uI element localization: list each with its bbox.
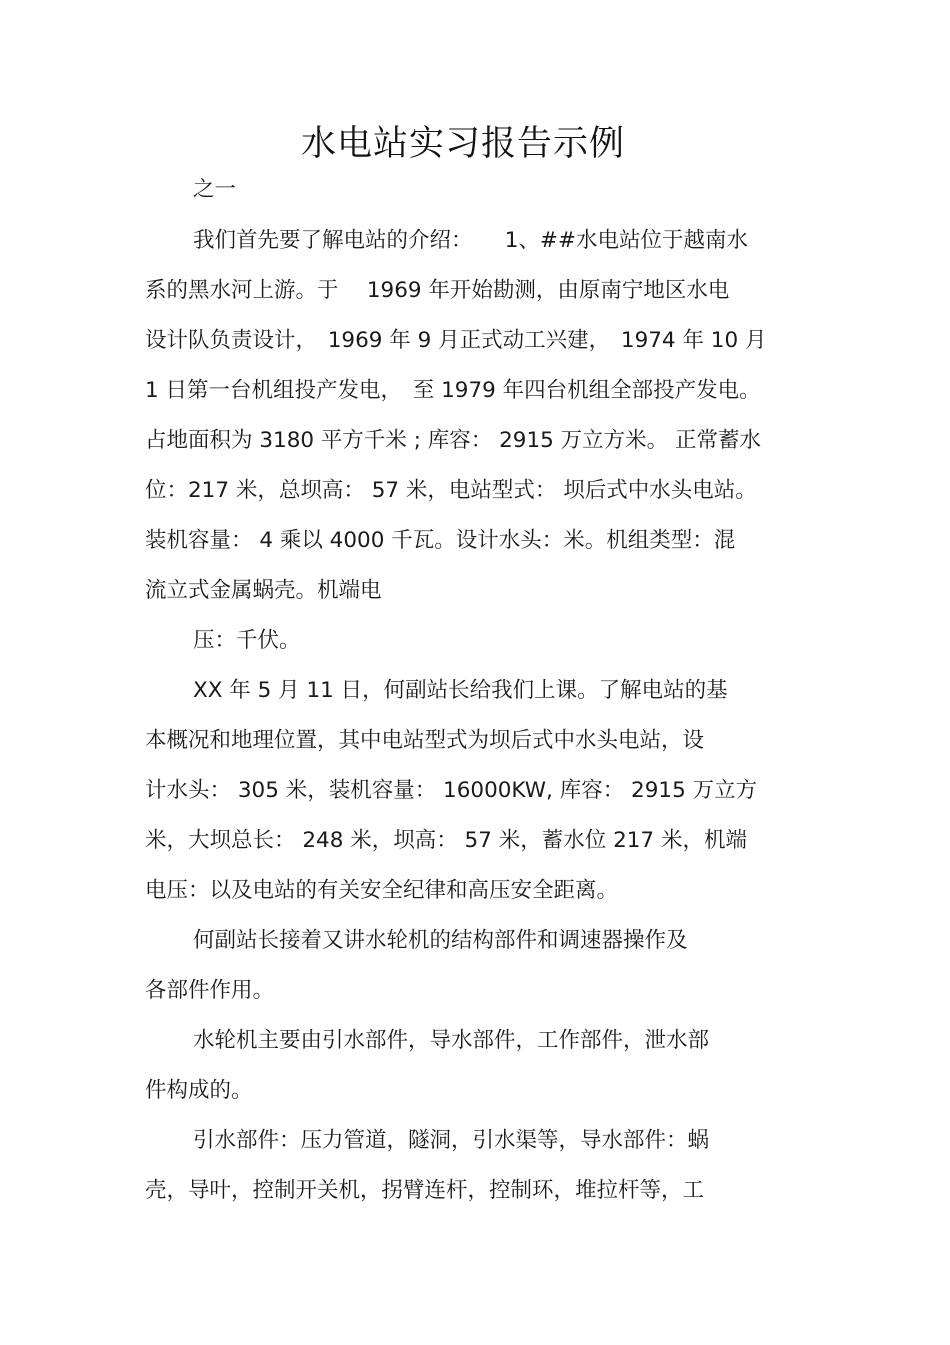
text-line: 1 日第一台机组投产发电， 至 1979 年四台机组全部投产发电。	[145, 378, 761, 403]
text-line: 各部件作用。	[145, 978, 275, 1003]
text-line: 件构成的。	[145, 1078, 253, 1103]
text-line: 系的黑水河上游。于 1969 年开始勘测，由原南宁地区水电	[145, 278, 730, 303]
text-line: 何副站长接着又讲水轮机的结构部件和调速器操作及	[193, 928, 688, 953]
text-line: 压：千伏。	[193, 628, 301, 653]
text-line: 装机容量： 4 乘以 4000 千瓦。设计水头：米。机组类型：混	[145, 528, 736, 553]
text-line: 引水部件：压力管道，隧洞，引水渠等，导水部件：蜗	[193, 1128, 710, 1153]
text-line: 设计队负责设计， 1969 年 9 月正式动工兴建， 1974 年 10 月	[145, 328, 767, 353]
text-line: 壳，导叶，控制开关机，拐臂连杆，控制环，堆拉杆等，工	[145, 1178, 705, 1203]
text-line: 流立式金属蜗壳。机端电	[145, 578, 382, 603]
text-line: XX 年 5 月 11 日，何副站长给我们上课。了解电站的基	[193, 678, 728, 703]
text-line: 水轮机主要由引水部件，导水部件，工作部件，泄水部	[193, 1028, 710, 1053]
text-line: 位：217 米，总坝高： 57 米，电站型式： 坝后式中水头电站。	[145, 478, 757, 503]
document-title: 水电站实习报告示例	[300, 124, 625, 164]
text-line: 米，大坝总长： 248 米，坝高： 57 米，蓄水位 217 米，机端	[145, 828, 747, 853]
text-line: 占地面积为 3180 平方千米 ; 库容： 2915 万立方米。 正常蓄水	[145, 428, 762, 453]
section-label: 之一	[193, 177, 237, 202]
text-line: 我们首先要了解电站的介绍： 1、##水电站位于越南水	[193, 228, 748, 253]
text-line: 本概况和地理位置，其中电站型式为坝后式中水头电站，设	[145, 728, 705, 753]
text-line: 计水头： 305 米，装机容量： 16000KW, 库容： 2915 万立方	[145, 778, 758, 803]
text-line: 电压：以及电站的有关安全纪律和高压安全距离。	[145, 878, 619, 903]
